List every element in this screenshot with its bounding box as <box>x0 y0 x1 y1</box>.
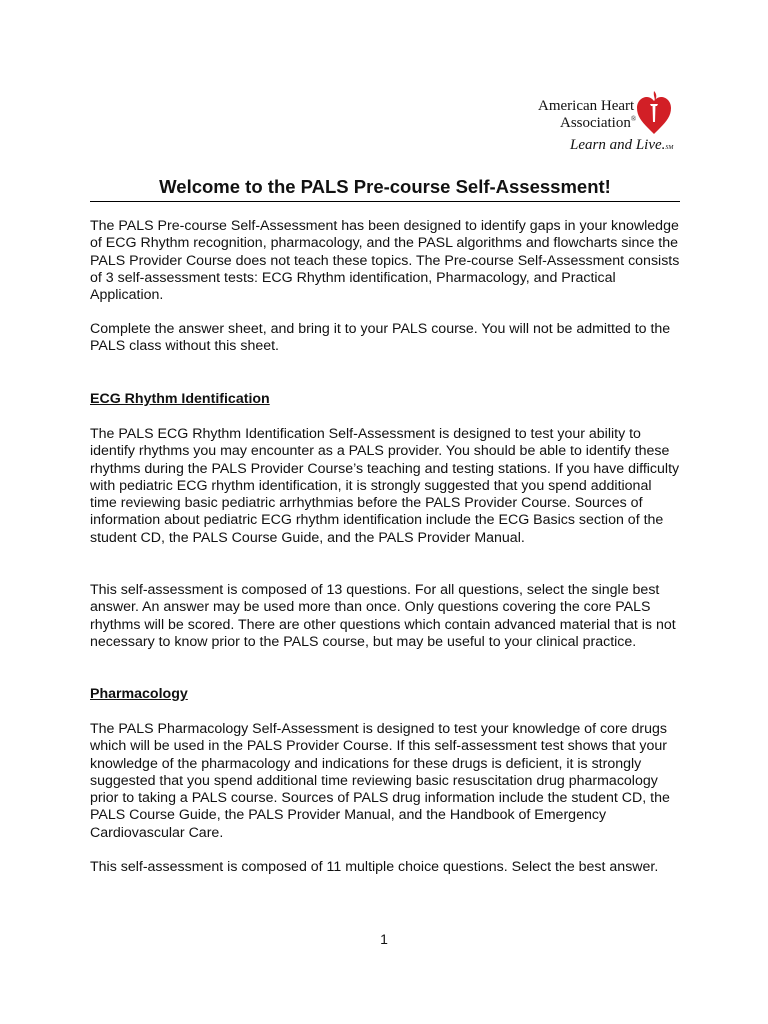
logo-line-1: American Heart <box>538 98 635 114</box>
heart-torch-icon <box>636 90 672 138</box>
page-title: Welcome to the PALS Pre-course Self-Assessment! <box>159 176 611 197</box>
logo-line-2-text: Association <box>560 115 631 131</box>
pharmacology-section-heading: Pharmacology <box>90 686 188 702</box>
ecg-description-paragraph: The PALS ECG Rhythm Identification Self-Assessment is designed to test your ability to identify rhythms you may encounter as a PALS provider. You should be able to identify these rhythms during the PALS Provider Course’s teaching and testing stations. If you have difficulty with pediatric ECG rhythm identification, it is strongly suggested that you spend additional time reviewing basic pediatric arrhythmias before the PALS Provider Course. Sources of information about pediatric ECG rhythm identification include the ECG Basics section of the student CD, the PALS Course Guide, and the PALS Provider Manual. <box>90 426 680 546</box>
instructions-paragraph: Complete the answer sheet, and bring it to your PALS course. You will not be admitted to the PALS class without this sheet. <box>90 321 671 355</box>
ecg-scoring-paragraph: This self-assessment is composed of 13 questions. For all questions, select the single best answer. An answer may be used more than once. Only questions covering the core PALS rhythms will be scored. There are other questions which contain advanced material that is not necessary to know prior to the PALS course, but may be useful to your clinical practice. <box>90 582 676 650</box>
logo-tagline <box>570 137 673 154</box>
logo-tagline-text: Learn and Live. <box>570 137 666 153</box>
registered-mark: ® <box>630 115 637 123</box>
page-number: 1 <box>380 931 388 947</box>
title-divider <box>90 201 680 202</box>
intro-paragraph: The PALS Pre-course Self-Assessment has been designed to identify gaps in your knowledge of ECG Rhythm recognition, pharmacology, and the PASL algorithms and flowcharts since the PALS Provider Course does not teach these topics. The Pre-course Self-Assessment consists of 3 self-assessment tests: ECG Rhythm identification, Pharmacology, and Practical Application. <box>90 218 680 304</box>
pharmacology-scoring-paragraph: This self-assessment is composed of 11 multiple choice questions. Select the best answer. <box>90 859 659 875</box>
aha-logo <box>536 90 686 160</box>
trademark-mark: SM <box>665 145 674 151</box>
logo-line-2 <box>560 115 636 132</box>
ecg-section-heading: ECG Rhythm Identification <box>90 391 270 407</box>
pharmacology-description-paragraph: The PALS Pharmacology Self-Assessment is designed to test your knowledge of core drugs which will be used in the PALS Provider Course. If this self-assessment test shows that your knowledge of the pharmacology and indications for these drugs is deficient, it is strongly suggested that you spend additional time reviewing basic resuscitation drug pharmacology prior to taking a PALS course. Sources of PALS drug information include the student CD, the PALS Course Guide, the PALS Provider Manual, and the Handbook of Emergency Cardiovascular Care. <box>90 721 670 841</box>
